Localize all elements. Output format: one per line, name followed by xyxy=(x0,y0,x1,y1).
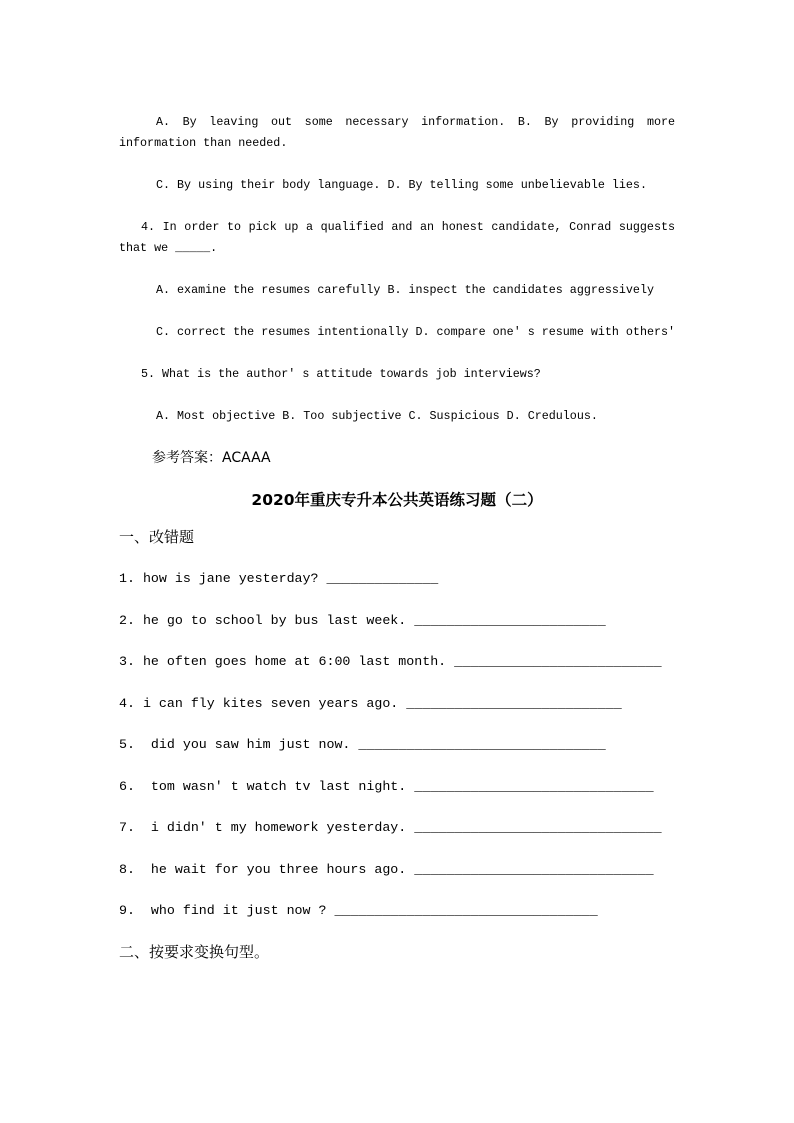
document-title: 2020年重庆专升本公共英语练习题（二） xyxy=(251,491,543,509)
reading-comprehension-section xyxy=(119,112,675,469)
section-two-heading: 二、按要求变换句型。 xyxy=(119,942,270,961)
correction-item-5: 5. did you saw him just now. _______________________________ xyxy=(119,737,606,752)
q3-options-ab: A. By leaving out some necessary information. B. By providing more information than needed. xyxy=(119,115,675,150)
exercise-set-two-section xyxy=(119,490,675,963)
section-one-heading: 一、改错题 xyxy=(119,528,195,546)
correction-item-1: 1. how is jane yesterday? ______________ xyxy=(119,571,439,586)
correction-item-9: 9. who find it just now ? _________________________________ xyxy=(119,903,598,918)
correction-item-7: 7. i didn' t my homework yesterday. _______________________________ xyxy=(119,820,662,835)
q4-options-ab: A. examine the resumes carefully B. inspect the candidates aggressively xyxy=(156,283,654,297)
question-5-stem: 5. What is the author' s attitude towards job interviews? xyxy=(141,367,541,381)
q5-options: A. Most objective B. Too subjective C. Suspicious D. Credulous. xyxy=(156,409,598,423)
correction-item-6: 6. tom wasn' t watch tv last night. ______________________________ xyxy=(119,778,654,794)
q4-options-cd: C. correct the resumes intentionally D. compare one' s resume with others' xyxy=(156,325,676,339)
correction-item-3: 3. he often goes home at 6:00 last month. __________________________ xyxy=(119,654,662,669)
correction-item-8: 8. he wait for you three hours ago. ______________________________ xyxy=(119,861,654,877)
q3-options-cd: C. By using their body language. D. By telling some unbelievable lies. xyxy=(156,178,647,192)
question-4-stem: 4. In order to pick up a qualified and an honest candidate, Conrad suggests that we _____. xyxy=(119,220,675,255)
answer-key-line: 参考答案：ACAAA xyxy=(152,450,271,466)
correction-item-4: 4. i can fly kites seven years ago. ___________________________ xyxy=(119,695,622,711)
correction-item-2: 2. he go to school by bus last week. ________________________ xyxy=(119,612,606,628)
